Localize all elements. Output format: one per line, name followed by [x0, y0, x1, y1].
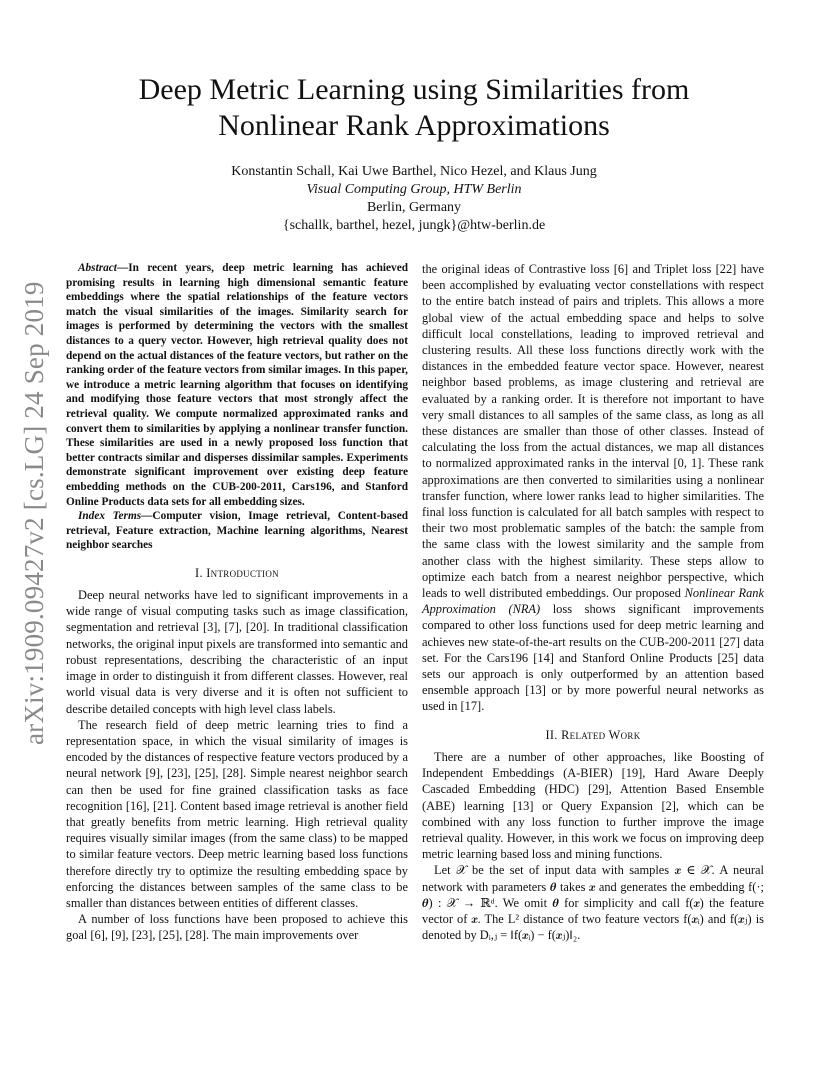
abstract-text: —In recent years, deep metric learning has achieved promising results in learning high dimensional semantic feature embeddings where the spatial relationships of the feature vectors match the visual similarities of the images. Similarity search for images is performed by determining the vectors with the smallest distances to a query vector. However, high retrieval quality does not depend on the actual distances of the feature vectors, but rather on the ranking order of the feature vectors from similar images. In this paper, we introduce a metric learning algorithm that focuses on identifying and modifying those feature vectors that most strongly affect the retrieval quality. We compute normalized approximated ranks and convert them to similarities by applying a nonlinear transfer function. These similarities are used in a newly proposed loss function that better contracts similar and disperses dissimilar samples. Experiments demonstrate significant improvement over existing deep feature embedding methods on the CUB-200-2011, Cars196, and Stanford Online Products data sets for all embedding sizes. [66, 262, 408, 508]
nra-name: Nonlinear Rank Approximation (NRA) [422, 586, 764, 617]
related-work-paragraph-1: There are a number of other approaches, like Boosting of Independent Embeddings (A-BIER) [19], Hard Aware Deeply Cascaded Embedding (HDC) [29], Attention Based Ensemble (ABE) learning [13] or Query Expansion [2], which can be combined with any loss function to further improve the image retrieval quality. However, in this work we focus on improving deep metric learning based loss and mining functions. [422, 749, 764, 862]
section-heading-related-work: II. Related Work [545, 727, 641, 742]
title-line-2: Nonlinear Rank Approximations [218, 109, 610, 142]
intro-paragraph-continued [422, 261, 764, 715]
intro-continued-text-a: the original ideas of Contrastive loss [6] and Triplet loss [22] have been accomplished by evaluating vector constellations with respect to the entire batch instead of pairs and triplets. This allows a more global view of the actual embedding space and helps to solve difficult local constellations, leading to improved retrieval and clustering results. All these loss functions directly work with the distances in the embedded feature vector space. However, nearest neighbor based problems, as image clustering and retrieval are evaluated by a ranking order. It is therefore not important to have very small distances to all samples of the same class, as long as all these distances are smaller than those of other classes. Instead of calculating the loss from the actual distances, we map all distances to normalized approximated ranks in the interval [0, 1]. These rank approximations are then converted to similarities using a nonlinear transfer function, where lower ranks lead to higher similarities. The final loss function is calculated for all batch samples with respect to their two most problematic samples of the batch: the sample from the same class with the lowest similarity and the sample from another class with the highest similarity. These steps allow to optimize each batch from a nearest neighbor perspective, which leads to well distributed embeddings. Our proposed [422, 262, 764, 601]
author-names: Konstantin Schall, Kai Uwe Barthel, Nico Hezel, and Klaus Jung [231, 164, 597, 179]
abstract-label: Abstract [78, 262, 117, 274]
title-line-1: Deep Metric Learning using Similarities from [138, 73, 690, 106]
arxiv-identifier: arXiv:1909.09427v2 [cs.LG] 24 Sep 2019 [19, 281, 49, 745]
author-affiliation: Visual Computing Group, HTW Berlin [306, 182, 522, 197]
author-block [60, 163, 768, 235]
intro-paragraph-3: A number of loss functions have been proposed to achieve this goal [6], [9], [23], [25], [28]. The main improvements over [66, 912, 408, 943]
left-column [66, 261, 408, 944]
right-column [422, 261, 764, 943]
intro-paragraph-2: The research field of deep metric learning tries to find a representation space, in which the visual similarity of images is encoded by the distances of respective feature vectors produced by a neural network [9], [23], [25], [28]. Simple nearest neighbor search can then be used for fine grained classification tasks as face recognition [16], [21]. Content based image retrieval is another field that greatly benefits from metric learning. High retrieval quality requires visually similar images (from the same class) to be mapped to similar feature vectors. Deep metric learning based loss functions therefore directly try to optimize the resulting embedding space by enforcing the distances between samples of the same class to be smaller than distances between entities of different classes. [66, 717, 408, 910]
index-terms-text: —Computer vision, Image retrieval, Content-based retrieval, Feature extraction, Machine learning algorithms, Nearest neighbor searches [66, 510, 408, 552]
paper-title [60, 72, 768, 144]
author-email: {schallk, barthel, hezel, jungk}@htw-berlin.de [282, 218, 546, 233]
intro-paragraph-1: Deep neural networks have led to significant improvements in a wide range of visual computing tasks such as image classification, segmentation and retrieval [3], [7], [20]. In traditional classification networks, the original input pixels are transformed into semantic and robust representations, describing the characteristic of an input image in order to distinguish it from different classes. However, real world visual data is very diverse and it is often not sufficient to describe detailed concepts with high level class labels. [66, 588, 408, 716]
author-location: Berlin, Germany [366, 200, 462, 215]
intro-continued-text-b: loss shows significant improvements compared to other loss functions used for deep metric learning and achieves new state-of-the-art results on the CUB-200-2011 [27] data set. For the Cars196 [14] and Stanford Online Products [25] data sets our approach is only outperformed by an attention based ensemble approach [13] or by more powerful neural networks as used in [17]. [422, 602, 764, 714]
index-terms [66, 509, 408, 553]
abstract [66, 261, 408, 509]
section-heading-introduction: I. Introduction [195, 565, 279, 580]
related-work-paragraph-2: Let 𝒳 be the set of input data with samples 𝒙 ∈ 𝒳. A neural network with parameters 𝜽 takes 𝒙 and generates the embedding f(·; 𝜽) : 𝒳 → ℝᵈ. We omit 𝜽 for simplicity and call f(𝒙) the feature vector of 𝒙. The L² distance of two feature vectors f(𝒙ᵢ) and f(𝒙ⱼ) is denoted by Dᵢ,ⱼ = ‖f(𝒙ᵢ) − f(𝒙ⱼ)‖₂. [422, 863, 764, 943]
index-terms-label: Index Terms [78, 510, 142, 523]
